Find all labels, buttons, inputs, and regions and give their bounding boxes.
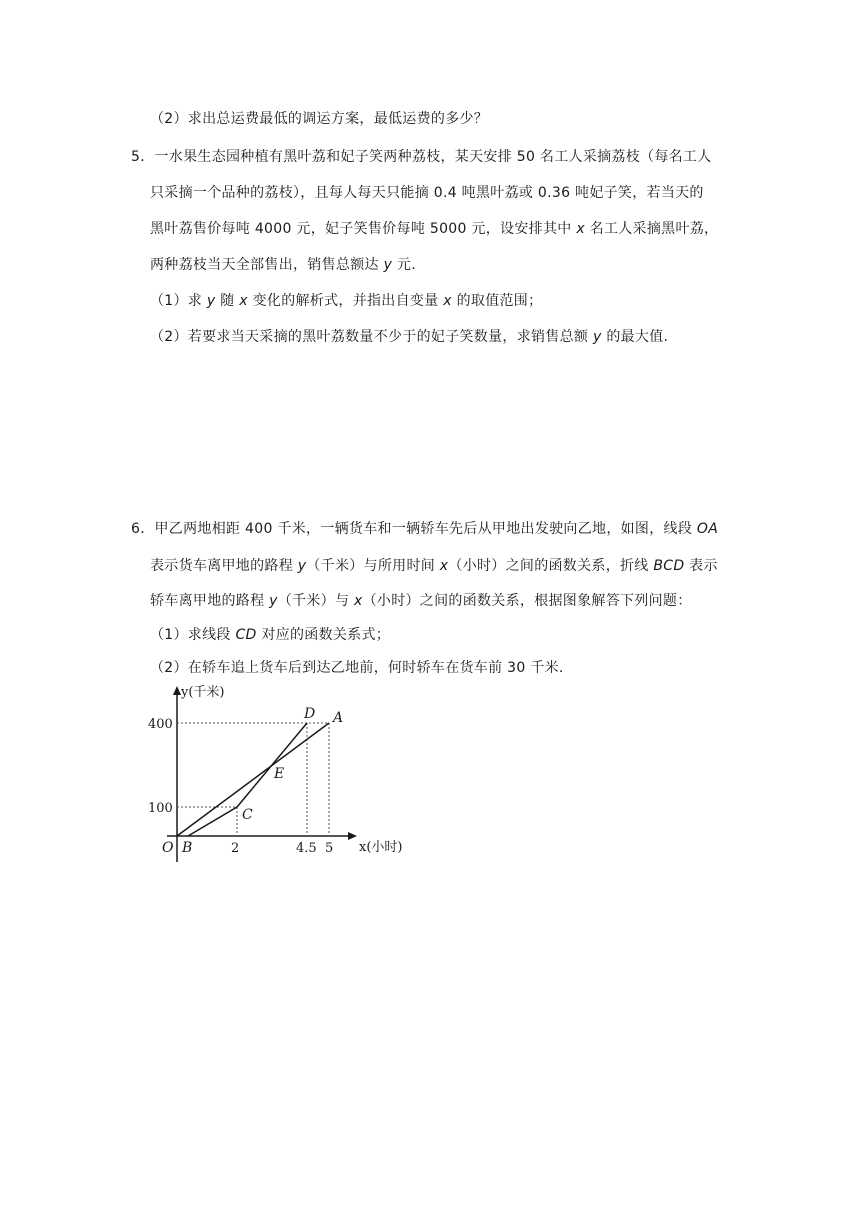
- point-B-label: B: [182, 840, 193, 856]
- q5-part2: （2）若要求当天采摘的黑叶荔数量不少于的妃子笑数量，求销售总额 y 的最大值.: [150, 329, 669, 345]
- x-axis-arrow: [348, 832, 357, 840]
- q6-line3: 轿车离甲地的路程 y（千米）与 x（小时）之间的函数关系，根据图象解答下列问题：: [150, 593, 692, 609]
- point-D-label: D: [304, 706, 316, 722]
- y-axis-label: y(千米): [181, 685, 225, 700]
- q5-part1: （1）求 y 随 x 变化的解析式，并指出自变量 x 的取值范围；: [150, 293, 543, 309]
- point-A-label: A: [333, 710, 344, 726]
- y-axis-arrow: [173, 686, 181, 695]
- distance-time-graph: [140, 680, 410, 865]
- q5-line3: 黑叶荔售价每吨 4000 元，妃子笑售价每吨 5000 元，设安排其中 x 名工人采摘黑叶荔，: [150, 221, 719, 237]
- q5-line2: 只采摘一个品种的荔枝），且每人每天只能摘 0.4 吨黑叶荔或 0.36 吨妃子笑，若当天的: [150, 185, 704, 201]
- ytick-100: 100: [148, 801, 173, 816]
- q6-part1: （1）求线段 CD 对应的函数关系式；: [150, 627, 391, 643]
- xtick-5: 5: [325, 841, 334, 856]
- q6-line1: 6．甲乙两地相距 400 千米，一辆货车和一辆轿车先后从甲地出发驶向乙地，如图，线段 OA: [131, 521, 719, 537]
- q5-line4: 两种荔枝当天全部售出，销售总额达 y 元.: [150, 257, 416, 273]
- x-axis-label: x(小时): [359, 840, 403, 855]
- q4-part2: （2）求出总运费最低的调运方案，最低运费的多少？: [150, 111, 489, 127]
- segment-OA: [177, 723, 329, 836]
- point-C-label: C: [242, 807, 253, 823]
- xtick-4-5: 4.5: [296, 841, 317, 856]
- q6-line2: 表示货车离甲地的路程 y（千米）与所用时间 x（小时）之间的函数关系，折线 BCD 表示: [150, 558, 718, 574]
- point-O-label: O: [162, 840, 174, 856]
- q6-part2: （2）在轿车追上货车后到达乙地前，何时轿车在货车前 30 千米.: [150, 660, 564, 676]
- point-E-label: E: [274, 766, 285, 782]
- ytick-400: 400: [148, 717, 173, 732]
- xtick-2: 2: [231, 841, 240, 856]
- q5-line1: 5．一水果生态园种植有黑叶荔和妃子笑两种荔枝，某天安排 50 名工人采摘荔枝（每名工人: [131, 149, 712, 165]
